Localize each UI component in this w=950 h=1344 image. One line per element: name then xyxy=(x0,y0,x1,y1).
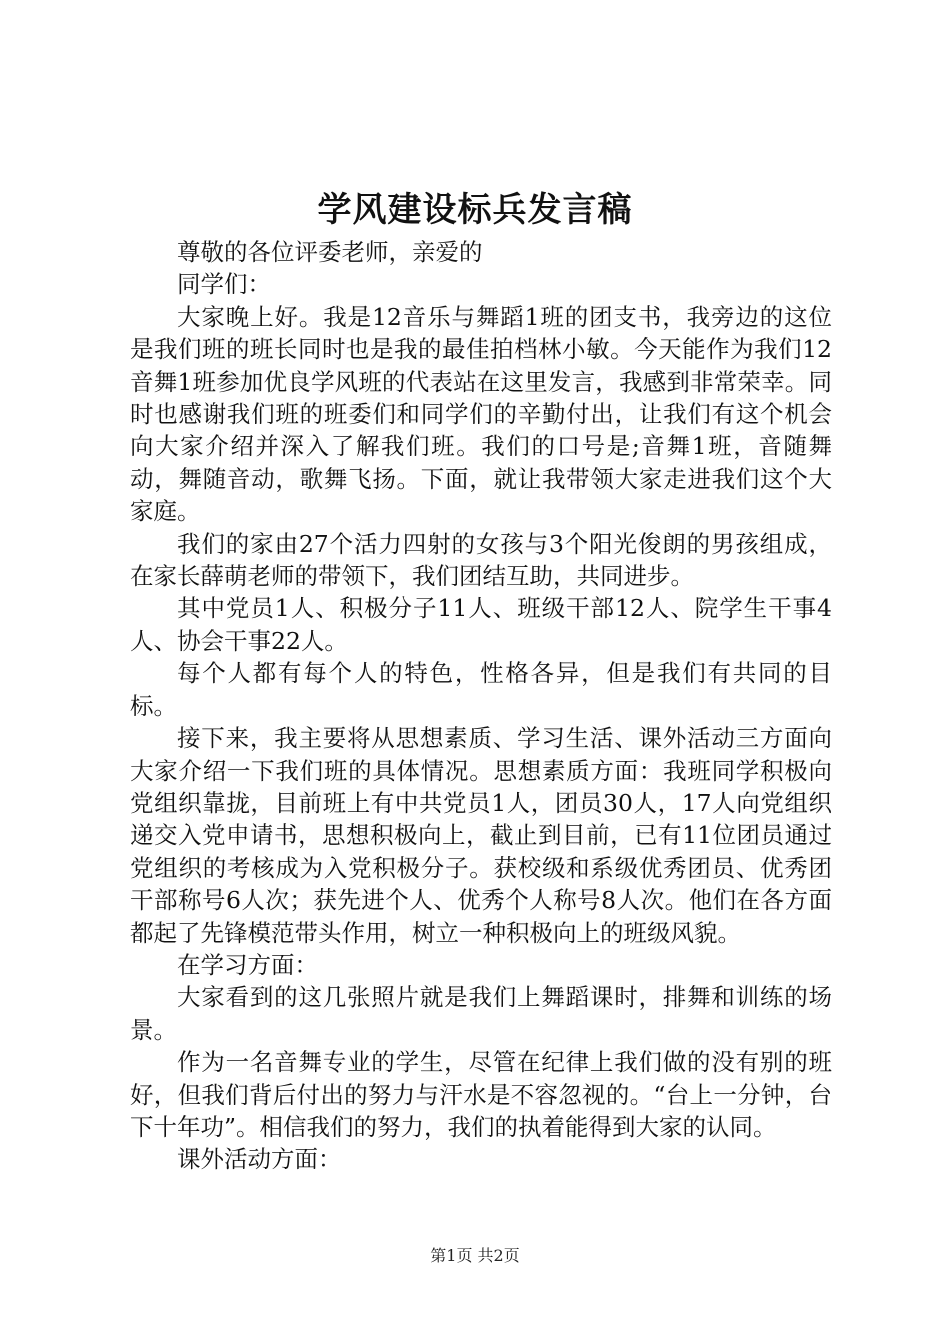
page-footer: 第1页 共2页 xyxy=(430,1246,520,1265)
heading-study: 在学习方面： xyxy=(177,950,318,979)
paragraph-member-stats: 其中党员1人、积极分子11人、班级干部12人、院学生干事4人、协会干事22人。 xyxy=(130,594,832,655)
paragraph-class-members: 我们的家由27个活力四射的女孩与3个阳光俊朗的男孩组成，在家长薛萌老师的带领下，我们团结互助，共同进步。 xyxy=(130,529,832,591)
paragraph-effort: 作为一名音舞专业的学生，尽管在纪律上我们做的没有别的班好，但我们背后付出的努力与汗水是不容忽视的。“台上一分钟，台下十年功”。相信我们的努力，我们的执着能得到大家的认同。 xyxy=(130,1048,832,1141)
document-body xyxy=(130,236,832,1176)
paragraph-common-goal: 每个人都有每个人的特色，性格各异，但是我们有共同的目标。 xyxy=(130,659,832,720)
heading-activities: 课外活动方面： xyxy=(177,1145,342,1174)
salutation-line-2: 同学们： xyxy=(177,270,271,299)
paragraph-photos: 大家看到的这几张照片就是我们上舞蹈课时，排舞和训练的场景。 xyxy=(130,983,832,1044)
paragraph-ideology: 接下来，我主要将从思想素质、学习生活、课外活动三方面向大家介绍一下我们班的具体情况。思想素质方面：我班同学积极向党组织靠拢，目前班上有中共党员1人，团员30人，17人向党组织递交入党申请书，思想积极向上，截止到目前，已有11位团员通过党组织的考核成为入党积极分子。获校级和系级优秀团员、优秀团干部称号6人次；获先进个人、优秀个人称号8人次。他们在各方面都起了先锋模范带头作用，树立一种积极向上的班级风貌。 xyxy=(130,724,832,947)
document-title: 学风建设标兵发言稿 xyxy=(317,190,633,230)
salutation-line-1: 尊敬的各位评委老师，亲爱的 xyxy=(177,238,483,266)
paragraph-introduction: 大家晚上好。我是12音乐与舞蹈1班的团支书，我旁边的这位是我们班的班长同时也是我的最佳拍档林小敏。今天能作为我们12音舞1班参加优良学风班的代表站在这里发言，我感到非常荣幸。同时也感谢我们班的班委们和同学们的辛勤付出，让我们有这个机会向大家介绍并深入了解我们班。我们的口号是;音舞1班，音随舞动，舞随音动，歌舞飞扬。下面，就让我带领大家走进我们这个大家庭。 xyxy=(130,302,832,526)
